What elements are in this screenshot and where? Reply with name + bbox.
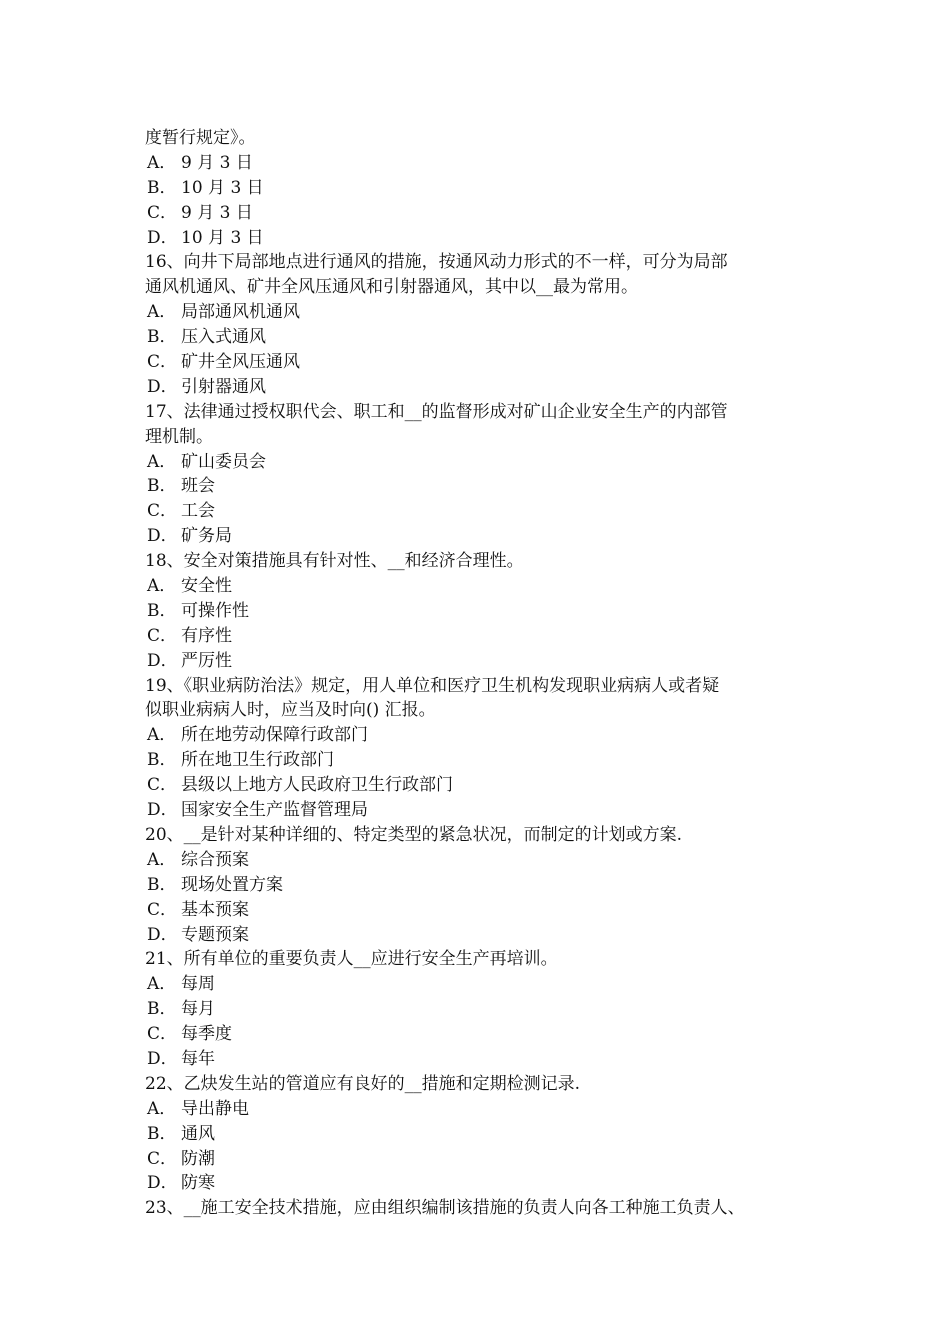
- option-letter: D．: [147, 800, 178, 821]
- option-text: 县级以上地方人民政府卫生行政部门: [181, 775, 453, 796]
- page-content: [145, 126, 815, 1221]
- option-letter: D．: [147, 227, 178, 248]
- option-letter: A．: [147, 152, 177, 173]
- option-line: [145, 350, 815, 375]
- option-line: [145, 848, 815, 873]
- option-line: [145, 499, 815, 524]
- option-text: 引射器通风: [181, 376, 266, 397]
- option-text: 压入式通风: [181, 327, 266, 348]
- option-letter: D．: [147, 1048, 178, 1069]
- option-text: 导出静电: [181, 1098, 249, 1119]
- question-text-line: 22、乙炔发生站的管道应有良好的__措施和定期检测记录.: [145, 1073, 581, 1094]
- option-letter: C．: [147, 625, 178, 646]
- question-block: [145, 947, 815, 1071]
- intro-tail-line: 度暂行规定》。: [145, 128, 256, 148]
- question-text-line: 21、所有单位的重要负责人__应进行安全生产再培训。: [145, 949, 558, 970]
- option-letter: A．: [147, 849, 177, 870]
- option-letter: B．: [147, 750, 177, 771]
- question-text-line: 通风机通风、矿井全风压通风和引射器通风，其中以__最为常用。: [145, 277, 638, 298]
- question-text-line: 20、__是针对某种详细的、特定类型的紧急状况，而制定的计划或方案.: [145, 824, 683, 845]
- option-letter: C．: [147, 501, 178, 522]
- option-text: 矿井全风压通风: [181, 352, 300, 373]
- question-block: [145, 400, 815, 549]
- option-letter: D．: [147, 1173, 178, 1194]
- intro-options: [145, 151, 815, 251]
- option-text: 有序性: [181, 625, 232, 646]
- option-text: 每月: [181, 999, 215, 1020]
- option-text: 综合预案: [181, 849, 249, 870]
- question-text-line: 似职业病病人时，应当及时向() 汇报。: [145, 700, 436, 721]
- option-line: [145, 450, 815, 475]
- option-text: 9 月 3 日: [181, 152, 253, 173]
- option-line: [145, 723, 815, 748]
- option-text: 局部通风机通风: [181, 302, 300, 323]
- option-line: [145, 972, 815, 997]
- question-block: [145, 823, 815, 947]
- option-text: 工会: [181, 501, 215, 522]
- option-letter: A．: [147, 302, 177, 323]
- option-line: [145, 748, 815, 773]
- option-letter: B．: [147, 1123, 177, 1144]
- option-letter: C．: [147, 1024, 178, 1045]
- option-line: [145, 997, 815, 1022]
- option-text: 9 月 3 日: [181, 202, 253, 223]
- option-letter: D．: [147, 650, 178, 671]
- option-line: [145, 151, 815, 176]
- option-text: 专题预案: [181, 924, 249, 945]
- question-block: [145, 1196, 815, 1221]
- option-letter: C．: [147, 202, 178, 223]
- option-text: 班会: [181, 476, 215, 497]
- option-line: [145, 898, 815, 923]
- option-line: [145, 1171, 815, 1196]
- question-text-line: 理机制。: [145, 426, 213, 447]
- option-text: 矿山委员会: [181, 451, 266, 472]
- option-letter: D．: [147, 526, 178, 547]
- option-letter: B．: [147, 177, 177, 198]
- option-letter: C．: [147, 1148, 178, 1169]
- option-line: [145, 574, 815, 599]
- option-text: 每季度: [181, 1024, 232, 1045]
- option-line: [145, 773, 815, 798]
- option-letter: B．: [147, 600, 177, 621]
- option-text: 所在地劳动保障行政部门: [181, 725, 368, 746]
- option-text: 防寒: [181, 1173, 215, 1194]
- option-line: [145, 176, 815, 201]
- question-text-line: 17、法律通过授权职代会、职工和__的监督形成对矿山企业安全生产的内部管: [145, 401, 728, 422]
- option-text: 每周: [181, 974, 215, 995]
- option-text: 10 月 3 日: [181, 227, 264, 248]
- option-letter: B．: [147, 476, 177, 497]
- option-letter: A．: [147, 725, 177, 746]
- question-text-line: 18、安全对策措施具有针对性、__和经济合理性。: [145, 551, 524, 572]
- option-text: 所在地卫生行政部门: [181, 750, 334, 771]
- question-text-line: 16、向井下局部地点进行通风的措施，按通风动力形式的不一样，可分为局部: [145, 252, 728, 273]
- option-letter: B．: [147, 874, 177, 895]
- option-letter: D．: [147, 924, 178, 945]
- option-line: [145, 300, 815, 325]
- option-text: 现场处置方案: [181, 874, 283, 895]
- option-letter: C．: [147, 352, 178, 373]
- option-letter: A．: [147, 451, 177, 472]
- option-letter: B．: [147, 999, 177, 1020]
- option-text: 严厉性: [181, 650, 232, 671]
- question-block: [145, 549, 815, 673]
- option-text: 通风: [181, 1123, 215, 1144]
- question-text-line: 23、__施工安全技术措施，应由组织编制该措施的负责人向各工种施工负责人、: [145, 1198, 745, 1219]
- option-text: 基本预案: [181, 899, 249, 920]
- option-text: 每年: [181, 1048, 215, 1069]
- option-line: [145, 798, 815, 823]
- option-line: [145, 1047, 815, 1072]
- question-list: [145, 250, 815, 1221]
- option-letter: A．: [147, 974, 177, 995]
- option-line: [145, 325, 815, 350]
- option-line: [145, 1097, 815, 1122]
- option-letter: B．: [147, 327, 177, 348]
- option-letter: A．: [147, 576, 177, 597]
- question-block: [145, 1072, 815, 1196]
- option-letter: C．: [147, 899, 178, 920]
- option-line: [145, 375, 815, 400]
- option-letter: D．: [147, 376, 178, 397]
- option-line: [145, 1147, 815, 1172]
- option-text: 安全性: [181, 576, 232, 597]
- option-text: 矿务局: [181, 526, 232, 547]
- option-letter: A．: [147, 1098, 177, 1119]
- option-line: [145, 624, 815, 649]
- option-line: [145, 599, 815, 624]
- option-line: [145, 1122, 815, 1147]
- option-line: [145, 474, 815, 499]
- option-line: [145, 649, 815, 674]
- option-line: [145, 923, 815, 948]
- question-block: [145, 674, 815, 823]
- option-line: [145, 873, 815, 898]
- question-text-line: 19、《职业病防治法》规定，用人单位和医疗卫生机构发现职业病病人或者疑: [145, 675, 720, 696]
- option-text: 国家安全生产监督管理局: [181, 800, 368, 821]
- option-letter: C．: [147, 775, 178, 796]
- option-line: [145, 1022, 815, 1047]
- option-line: [145, 201, 815, 226]
- option-line: [145, 226, 815, 251]
- option-text: 防潮: [181, 1148, 215, 1169]
- option-text: 10 月 3 日: [181, 177, 264, 198]
- question-block: [145, 250, 815, 399]
- option-text: 可操作性: [181, 600, 249, 621]
- option-line: [145, 524, 815, 549]
